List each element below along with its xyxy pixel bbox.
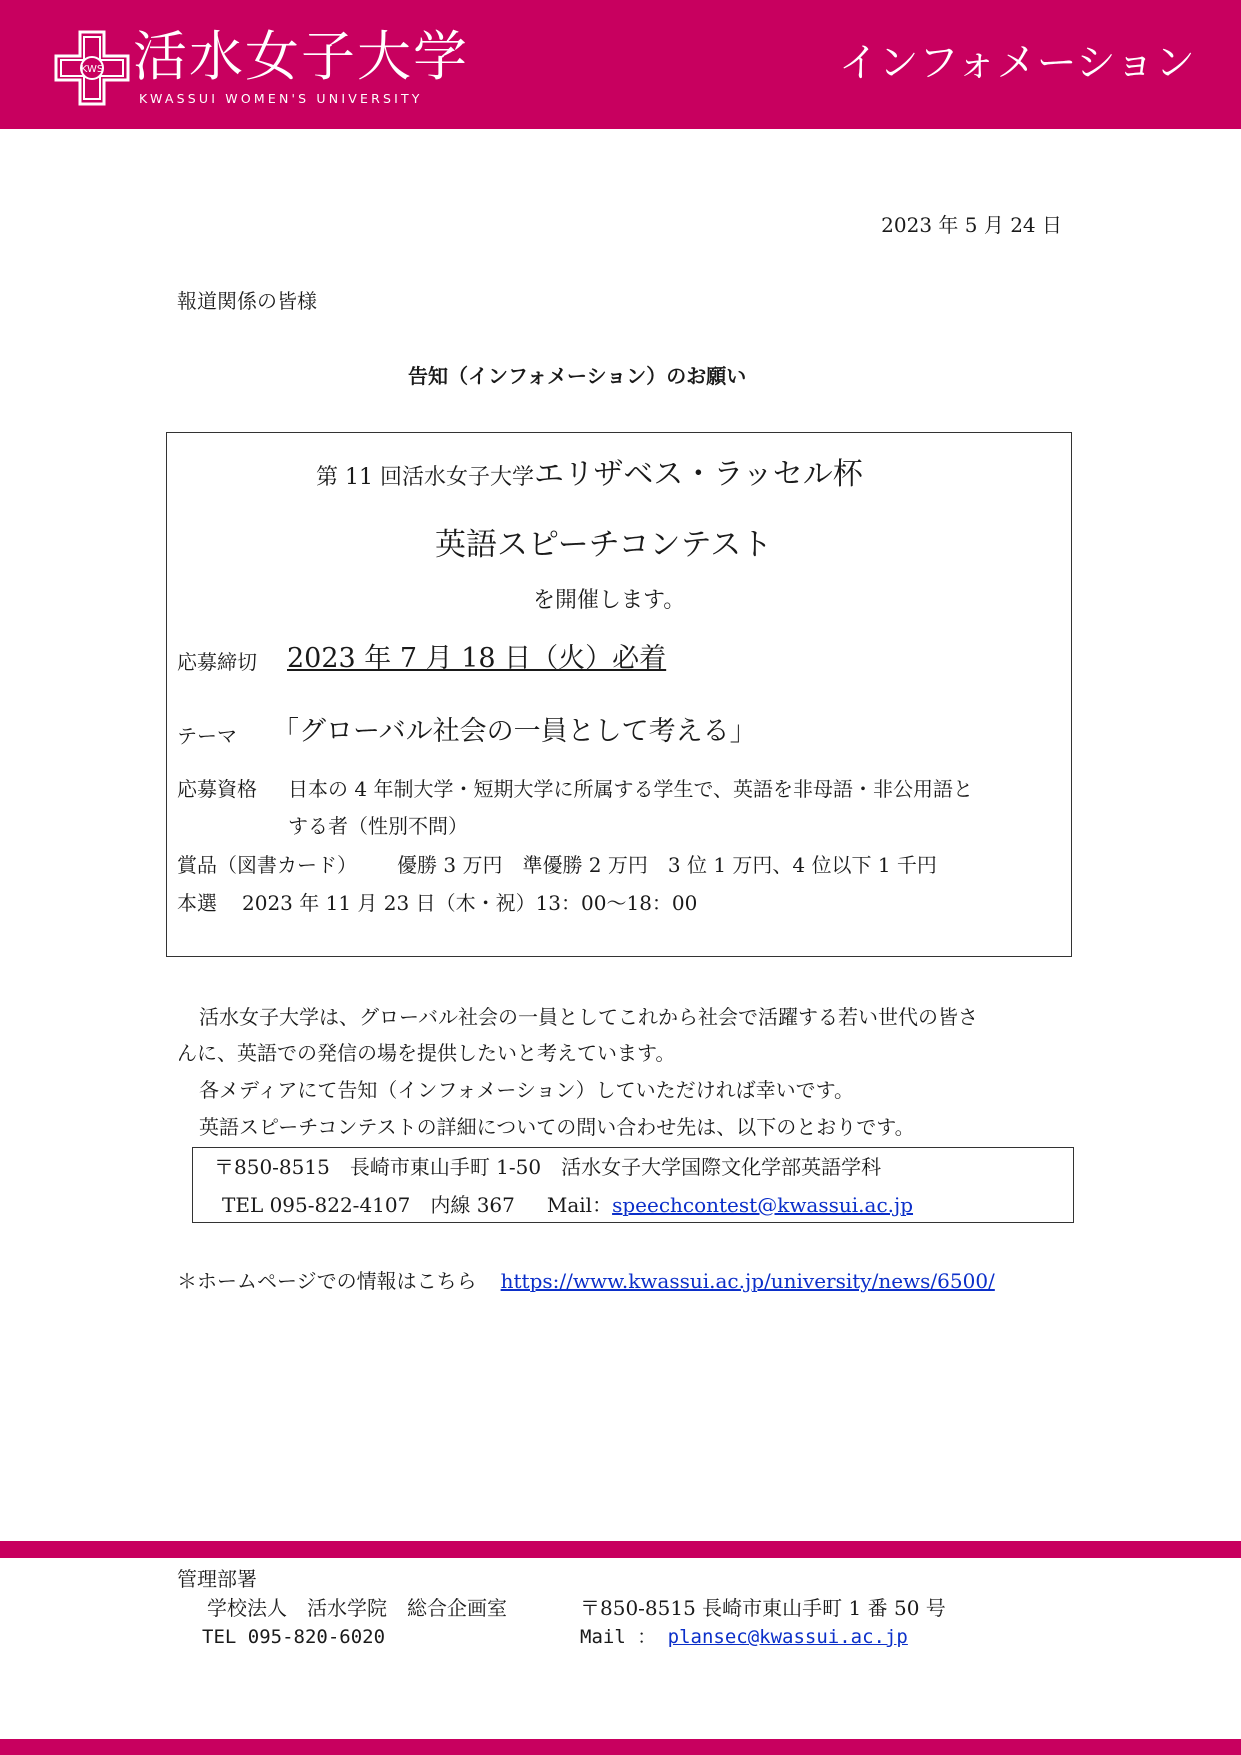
addressee: 報道関係の皆様 — [177, 289, 317, 313]
footer-mail-link[interactable]: plansec@kwassui.ac.jp — [667, 1626, 908, 1648]
footer-org: 学校法人 活水学院 総合企画室 — [207, 1596, 507, 1620]
body-para1-line1: 活水女子大学は、グローバル社会の一員としてこれから社会で活躍する若い世代の皆さ — [199, 1005, 978, 1029]
footer-tel: TEL 095-820-6020 — [202, 1626, 386, 1648]
body-para1-line2: んに、英語での発信の場を提供したいと考えています。 — [177, 1041, 676, 1065]
contact-address: 〒850-8515 長崎市東山手町 1-50 活水女子大学国際文化学部英語学科 — [214, 1155, 882, 1179]
contact-mail-link[interactable]: speechcontest@kwassui.ac.jp — [612, 1193, 914, 1217]
prize-value: 優勝 3 万円 準優勝 2 万円 3 位 1 万円、4 位以下 1 千円 — [397, 853, 937, 877]
final-label: 本選 — [177, 891, 217, 915]
header-banner — [0, 0, 1241, 129]
footer-dept-label: 管理部署 — [177, 1567, 257, 1591]
eligibility-line1: 日本の 4 年制大学・短期大学に所属する学生で、英語を非母語・非公用語と — [288, 777, 974, 801]
homepage-label: ＊ホームページでの情報はこちら — [177, 1269, 477, 1293]
deadline-value: 2023 年 7 月 18 日（火）必着 — [287, 643, 667, 674]
eligibility-label: 応募資格 — [177, 777, 257, 801]
notice-title: 告知（インフォメーション）のお願い — [408, 364, 747, 388]
theme-label: テーマ — [177, 724, 237, 748]
contact-tel: TEL 095-822-4107 内線 367 — [222, 1193, 515, 1217]
homepage-line — [177, 1266, 995, 1296]
university-name-ja: 活水女子大学 — [133, 25, 469, 88]
footer-bar-bottom — [0, 1739, 1241, 1755]
footer-mail-line — [580, 1622, 908, 1652]
contact-mail-label: Mail： — [546, 1193, 613, 1217]
contact-tel-line — [222, 1190, 913, 1220]
university-name-en: KWASSUI WOMEN'S UNIVERSITY — [139, 91, 423, 106]
footer-address: 〒850-8515 長崎市東山手町 1 番 50 号 — [580, 1596, 946, 1620]
event-line1-emph: エリザベス・ラッセル杯 — [533, 457, 863, 492]
deadline-label: 応募締切 — [177, 650, 257, 674]
body-para2: 各メディアにて告知（インフォメーション）していただければ幸いです。 — [199, 1078, 854, 1102]
eligibility-line2: する者（性別不問） — [288, 814, 468, 838]
footer-mail-label: Mail ： — [580, 1626, 657, 1648]
theme-value: 「グローバル社会の一員として考える」 — [272, 716, 757, 747]
event-contest-name: 英語スピーチコンテスト — [435, 527, 773, 563]
body-para3: 英語スピーチコンテストの詳細についての問い合わせ先は、以下のとおりです。 — [199, 1115, 915, 1139]
header-title: インフォメーション — [838, 40, 1195, 86]
university-cross-logo-icon — [54, 30, 130, 106]
homepage-url-link[interactable]: https://www.kwassui.ac.jp/university/news/6500/ — [500, 1269, 995, 1293]
document-date: 2023 年 5 月 24 日 — [881, 213, 1062, 237]
footer-bar-top — [0, 1541, 1241, 1558]
svg-text:KWS: KWS — [80, 64, 104, 75]
event-line1-prefix: 第 11 回活水女子大学 — [316, 465, 534, 490]
event-opening-text: を開催します。 — [533, 588, 686, 613]
prize-label: 賞品（図書カード） — [177, 853, 357, 877]
final-value: 2023 年 11 月 23 日（木・祝）13：00〜18：00 — [242, 891, 698, 915]
event-line1 — [316, 455, 863, 498]
